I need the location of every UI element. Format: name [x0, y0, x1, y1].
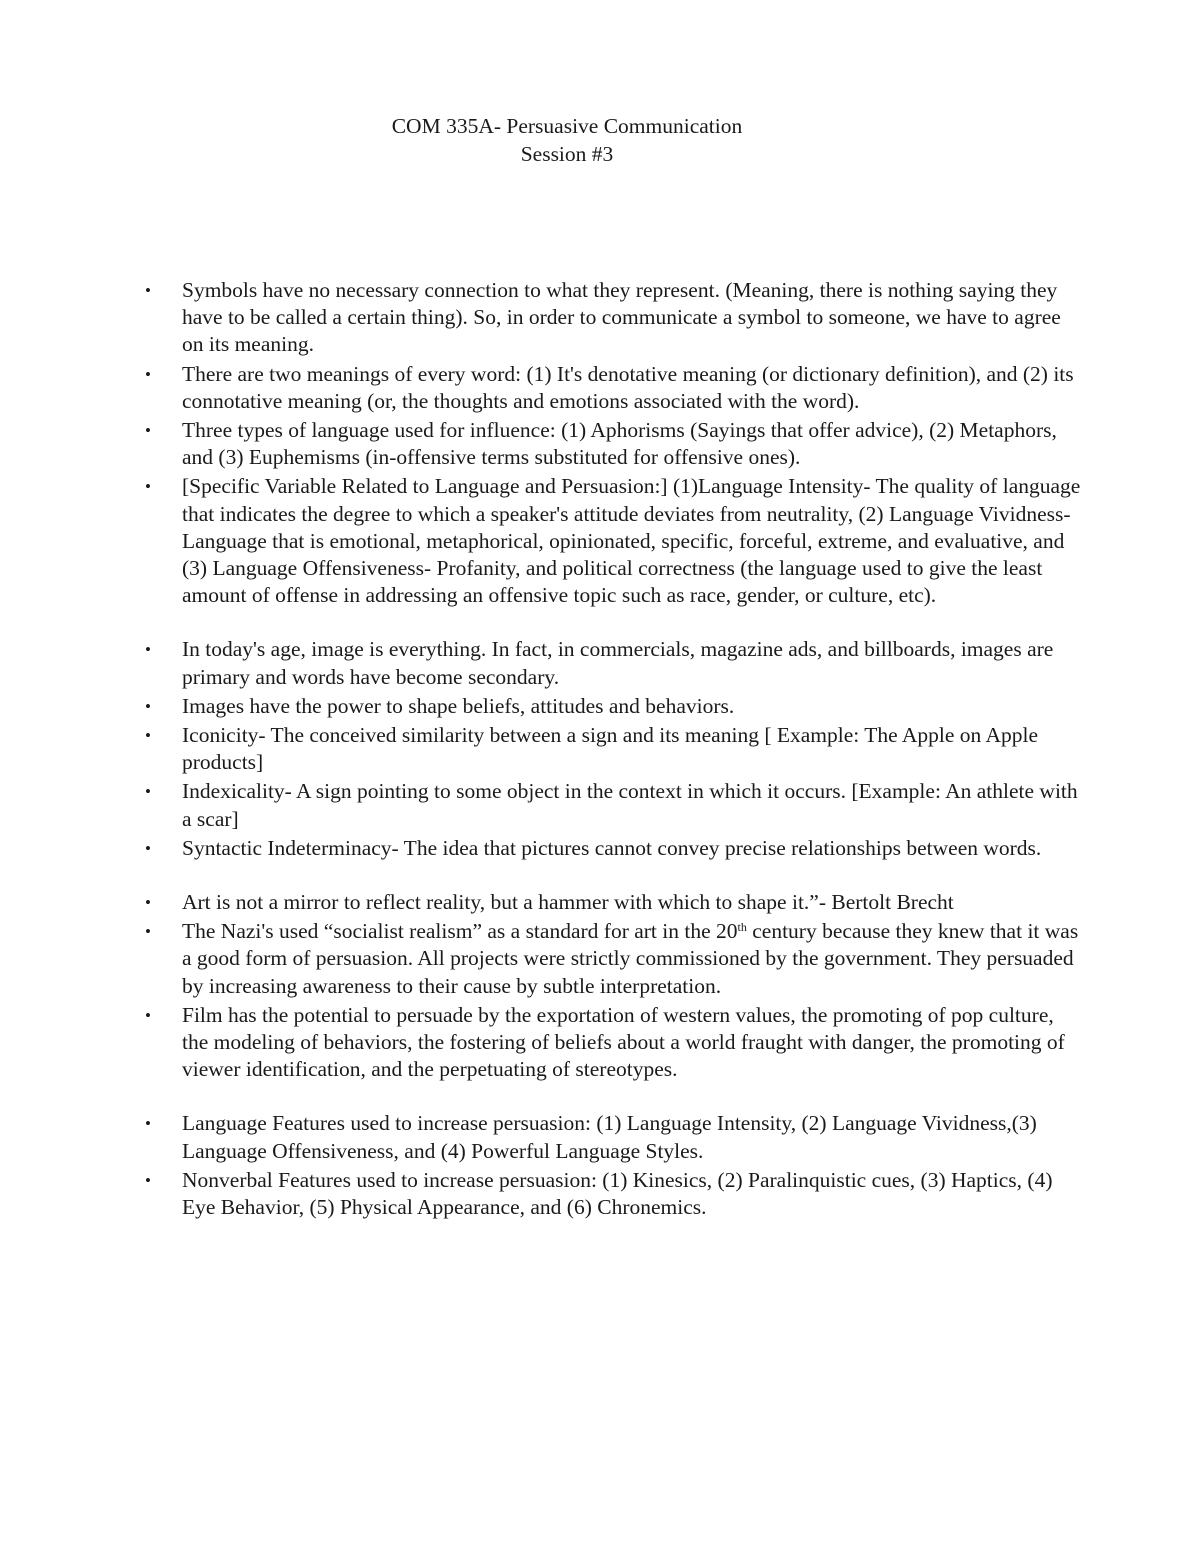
bullet-icon: • — [145, 893, 151, 913]
list-item-text: Symbols have no necessary connection to what they represent. (Meaning, there is nothing saying they have to be called a certain thing). So, in order to communicate a symbol to someone, we have to agree on its meaning. — [182, 278, 1061, 357]
list-item — [145, 473, 1085, 609]
list-item — [145, 417, 1085, 471]
list-item — [145, 277, 1085, 359]
list-item — [145, 1167, 1085, 1221]
list-item — [145, 722, 1085, 776]
list-item — [145, 889, 1085, 916]
list-item-text: [Specific Variable Related to Language and Persuasion:] (1)Language Intensity- The quality of language that indicates the degree to which a speaker's attitude deviates from neutrality, (2) Language Vividness- Language that is emotional, metaphorical, opinionated, specific, forceful, extreme, and evaluative, and (3) Language Offensiveness- Profanity, and political correctness (the language used to give the least amount of offense in addressing an offensive topic such as race, gender, or culture, etc). — [182, 474, 1081, 608]
document-header — [0, 112, 1134, 168]
bullet-icon: • — [145, 1005, 151, 1025]
course-title: COM 335A- Persuasive Communication — [391, 114, 743, 138]
bullet-icon: • — [145, 281, 151, 300]
list-item-text: Language Features used to increase persuasion: (1) Language Intensity, (2) Language Vividness,(3) Language Offensiveness, and (4) Powerful Language Styles. — [182, 1111, 1037, 1163]
bullet-icon: • — [145, 1170, 151, 1190]
list-item-text: Nonverbal Features used to increase persuasion: (1) Kinesics, (2) Paralinquistic cues, (3) Haptics, (4) Eye Behavior, (5) Physical Appearance, and (6) Chronemics. — [182, 1167, 1053, 1220]
list-item-text: There are two meanings of every word: (1) It's denotative meaning (or dictionary definition), and (2) its connotative meaning (or, the thoughts and emotions associated with the word). — [182, 361, 1074, 413]
list-item-text: Syntactic Indeterminacy- The idea that pictures cannot convey precise relationships between words. — [182, 835, 1042, 860]
bullet-icon: • — [145, 421, 151, 441]
list-item — [145, 1002, 1085, 1084]
list-item-text: Iconicity- The conceived similarity between a sign and its meaning [ Example: The Apple on Apple products] — [182, 723, 1038, 775]
bullet-icon: • — [145, 477, 151, 497]
bullet-icon: • — [145, 922, 151, 942]
list-item — [145, 918, 1085, 1000]
bullet-icon: • — [145, 364, 151, 384]
bullet-icon: • — [145, 696, 151, 716]
bullet-icon: • — [145, 838, 151, 858]
list-item-text: Film has the potential to persuade by the exportation of western values, the promoting of pop culture, the modeling of behaviors, the fostering of beliefs about a world fraught with danger, the promoting of viewer identification, and the perpetuating of stereotypes. — [182, 1002, 1065, 1082]
list-item-text-part: The Nazi's used “socialist realism” as a standard for art in the 20 — [182, 919, 738, 944]
bullet-icon: • — [145, 1114, 151, 1134]
list-item-text: Indexicality- A sign pointing to some object in the context in which it occurs. [Example: An athlete with a scar] — [182, 779, 1078, 831]
list-item — [145, 1110, 1085, 1164]
list-item — [145, 835, 1085, 862]
list-item-text: In today's age, image is everything. In fact, in commercials, magazine ads, and billboards, images are primary and words have become secondary. — [182, 637, 1054, 689]
list-item — [145, 636, 1085, 690]
session-number: Session #3 — [520, 142, 614, 166]
list-item — [145, 361, 1085, 415]
list-item-text: Art is not a mirror to reflect reality, but a hammer with which to shape it.”- Bertolt Brecht — [182, 890, 954, 915]
list-item — [145, 693, 1085, 720]
bullet-icon: • — [145, 726, 151, 746]
list-item-text — [182, 919, 1078, 997]
list-item — [145, 778, 1085, 832]
bullet-icon: • — [145, 782, 151, 802]
notes-list — [145, 277, 1085, 1223]
list-item-text: Three types of language used for influence: (1) Aphorisms (Sayings that offer advice), (2) Metaphors, and (3) Euphemisms (in-offensive terms substituted for offensive ones). — [182, 418, 1057, 470]
list-item-text-part: century because they knew that it was a good form of persuasion. All projects were strictly commissioned by the government. They persuaded by increasing awareness to their cause by subtle interpretation. — [182, 919, 1079, 998]
superscript-text: th — [737, 920, 747, 935]
list-item-text: Images have the power to shape beliefs, attitudes and behaviors. — [182, 693, 735, 718]
bullet-icon: • — [145, 640, 151, 660]
